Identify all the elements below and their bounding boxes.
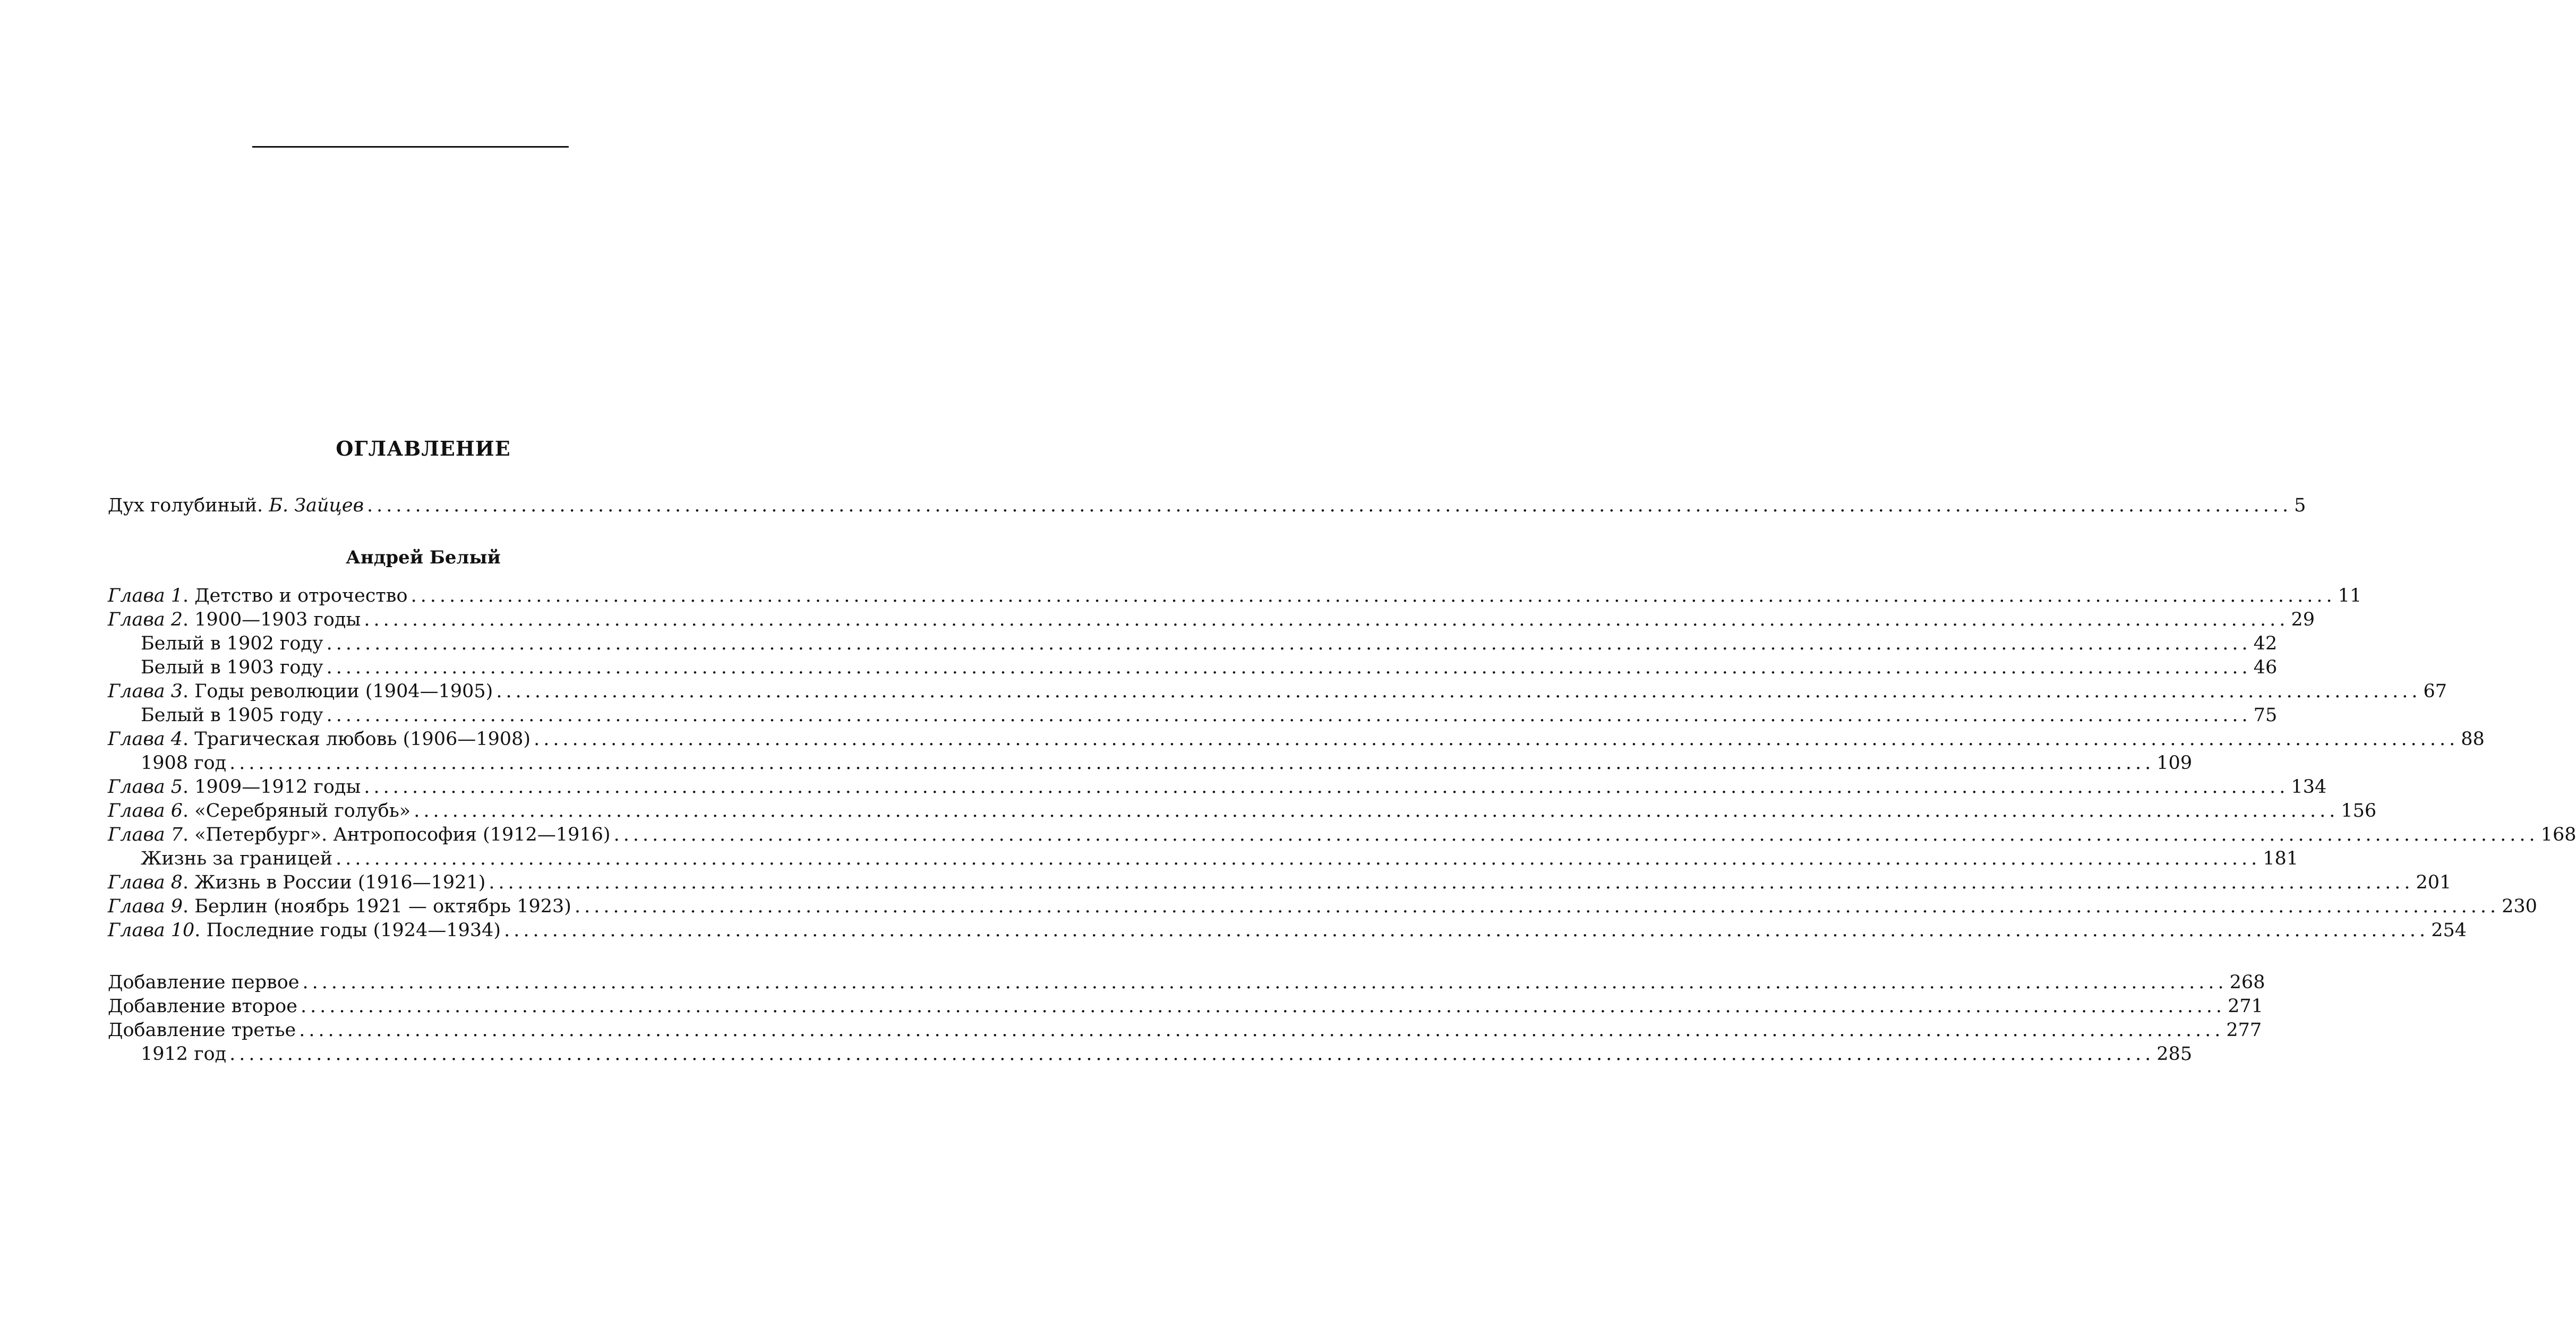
toc-entry-subsection[interactable] [108,751,2193,775]
entry-title [108,704,323,728]
dot-leader: ........................................................................................................................................................................................................ [534,729,2459,750]
entry-page-number: 5 [2294,495,2306,516]
dot-leader: ........................................................................................................................................................................................................ [326,705,2252,726]
dot-leader: ........................................................................................................................................................................................................ [326,657,2252,678]
entry-author: Б. Зайцев [269,495,364,516]
toc-entry-chapter-2[interactable] [108,608,2315,632]
entry-page-number: 168 [2540,824,2576,845]
entry-title [108,728,530,751]
entry-title [108,632,323,656]
entry-title [108,680,493,704]
entry-page-number: 67 [2423,681,2447,702]
entry-page-number: 201 [2416,872,2452,893]
entry-title: 1912 год [141,1044,227,1065]
dot-leader: ........................................................................................................................................................................................................ [364,776,2289,798]
entry-title: Добавление второе [108,996,297,1017]
toc-entry-appendix-1[interactable] [108,971,2265,995]
entry-title-text: Белый в 1902 году [141,633,323,654]
toc-entry-chapter-9[interactable] [108,895,2537,919]
entry-page-number: 271 [2228,996,2263,1017]
dot-leader: ........................................................................................................................................................................................................ [302,972,2228,993]
entry-page-number: 254 [2431,920,2467,941]
entry-page-number: 181 [2263,848,2299,869]
entry-title-text: Белый в 1903 году [141,657,323,678]
entry-title-text: . 1909—1912 годы [182,776,361,798]
entry-title-text: . Последние годы (1924—1934) [194,920,501,941]
entry-title-text: 1908 год [141,752,227,774]
entry-lead: Глава 3 [108,681,183,702]
entry-title-text: . Детство и отрочество [182,585,408,606]
entry-title [108,799,410,823]
dot-leader: ........................................................................................................................................................................................................ [326,633,2252,654]
entry-title [108,847,332,871]
entry-lead: Глава 4 [108,729,183,750]
entry-title [108,656,323,680]
entry-page-number: 11 [2338,585,2362,606]
dot-leader: ........................................................................................................................................................................................................ [414,800,2339,822]
entry-title [108,584,408,608]
entry-title-text: . «Серебряный голубь» [182,800,411,822]
entry-lead: Глава 9 [108,896,183,917]
toc-entry-chapter-10[interactable] [108,919,2467,943]
entry-title-text: Белый в 1905 году [141,705,323,726]
toc-entry-chapter-7[interactable] [108,823,2576,847]
entry-title [108,494,364,518]
entry-lead: Глава 5 [108,776,183,798]
top-rule [252,146,569,148]
entry-lead: Глава 6 [108,800,183,822]
dot-leader: ........................................................................................................................................................................................................ [410,585,2336,606]
dot-leader: ........................................................................................................................................................................................................ [504,920,2429,941]
toc-entry-chapter-5[interactable] [108,775,2327,799]
entry-title [108,895,571,919]
dot-leader: ........................................................................................................................................................................................................ [367,495,2292,516]
dot-leader: ........................................................................................................................................................................................................ [300,996,2226,1017]
toc-entry-chapter-8[interactable] [108,871,2452,895]
toc-entry-appendix-2[interactable] [108,995,2263,1019]
entry-lead: Глава 10 [108,920,195,941]
entry-page-number: 230 [2502,896,2537,917]
entry-page-number: 88 [2461,729,2485,750]
entry-page-number: 156 [2341,800,2377,822]
toc-entry-appendix-subsection[interactable] [108,1042,2193,1066]
toc-entry-intro[interactable] [108,494,2306,518]
entry-title: Добавление первое [108,972,299,993]
dot-leader: ........................................................................................................................................................................................................ [613,824,2539,845]
dot-leader: ........................................................................................................................................................................................................ [336,848,2261,869]
entry-page-number: 109 [2156,752,2193,774]
entry-title: Добавление третье [108,1020,296,1041]
entry-page-number: 134 [2291,776,2327,798]
entry-page-number: 268 [2229,972,2265,993]
toc-entry-chapter-4[interactable] [108,728,2485,751]
dot-leader: ........................................................................................................................................................................................................ [299,1020,2224,1041]
toc-entry-subsection[interactable] [108,704,2278,728]
toc-entry-chapter-1[interactable] [108,584,2362,608]
entry-title-text: . Берлин (ноябрь 1921 — октябрь 1923) [182,896,571,917]
entry-lead: Глава 7 [108,824,183,845]
entry-title [108,775,361,799]
entry-title [108,871,485,895]
toc-entry-chapter-6[interactable] [108,799,2377,823]
entry-title [108,823,611,847]
dot-leader: ........................................................................................................................................................................................................ [229,1044,2155,1065]
section-heading: Андрей Белый [346,547,501,568]
entry-lead: Глава 2 [108,609,183,630]
entry-page-number: 46 [2253,657,2278,678]
entry-title-text: . Годы революции (1904—1905) [182,681,493,702]
entry-lead: Глава 8 [108,872,183,893]
entry-page-number: 285 [2156,1044,2193,1065]
entry-page-number: 42 [2253,633,2278,654]
entry-title [108,608,361,632]
entry-title [108,919,501,943]
entry-title [108,751,226,775]
dot-leader: ........................................................................................................................................................................................................ [574,896,2500,917]
entry-page-number: 29 [2291,609,2315,630]
dot-leader: ........................................................................................................................................................................................................ [229,752,2155,774]
entry-title-text: . Трагическая любовь (1906—1908) [182,729,531,750]
entry-title-text: Жизнь за границей [141,848,333,869]
entry-lead: Глава 1 [108,585,183,606]
toc-entry-chapter-3[interactable] [108,680,2447,704]
entry-title-text: . Жизнь в России (1916—1921) [182,872,486,893]
dot-leader: ........................................................................................................................................................................................................ [364,609,2289,630]
toc-entry-subsection[interactable] [108,847,2299,871]
dot-leader: ........................................................................................................................................................................................................ [489,872,2414,893]
entry-title-text: . 1900—1903 годы [182,609,361,630]
entry-page-number: 277 [2226,1020,2262,1041]
dot-leader: ........................................................................................................................................................................................................ [496,681,2421,702]
entry-title-text: . «Петербург». Антропософия (1912—1916) [182,824,611,845]
toc-heading: ОГЛАВЛЕНИЕ [336,437,511,460]
entry-page-number: 75 [2253,705,2278,726]
toc-entry-subsection[interactable] [108,632,2278,656]
entry-title-text: Дух голубиный. [108,495,269,516]
toc-entry-subsection[interactable] [108,656,2278,680]
toc-entry-appendix-3[interactable] [108,1019,2262,1042]
